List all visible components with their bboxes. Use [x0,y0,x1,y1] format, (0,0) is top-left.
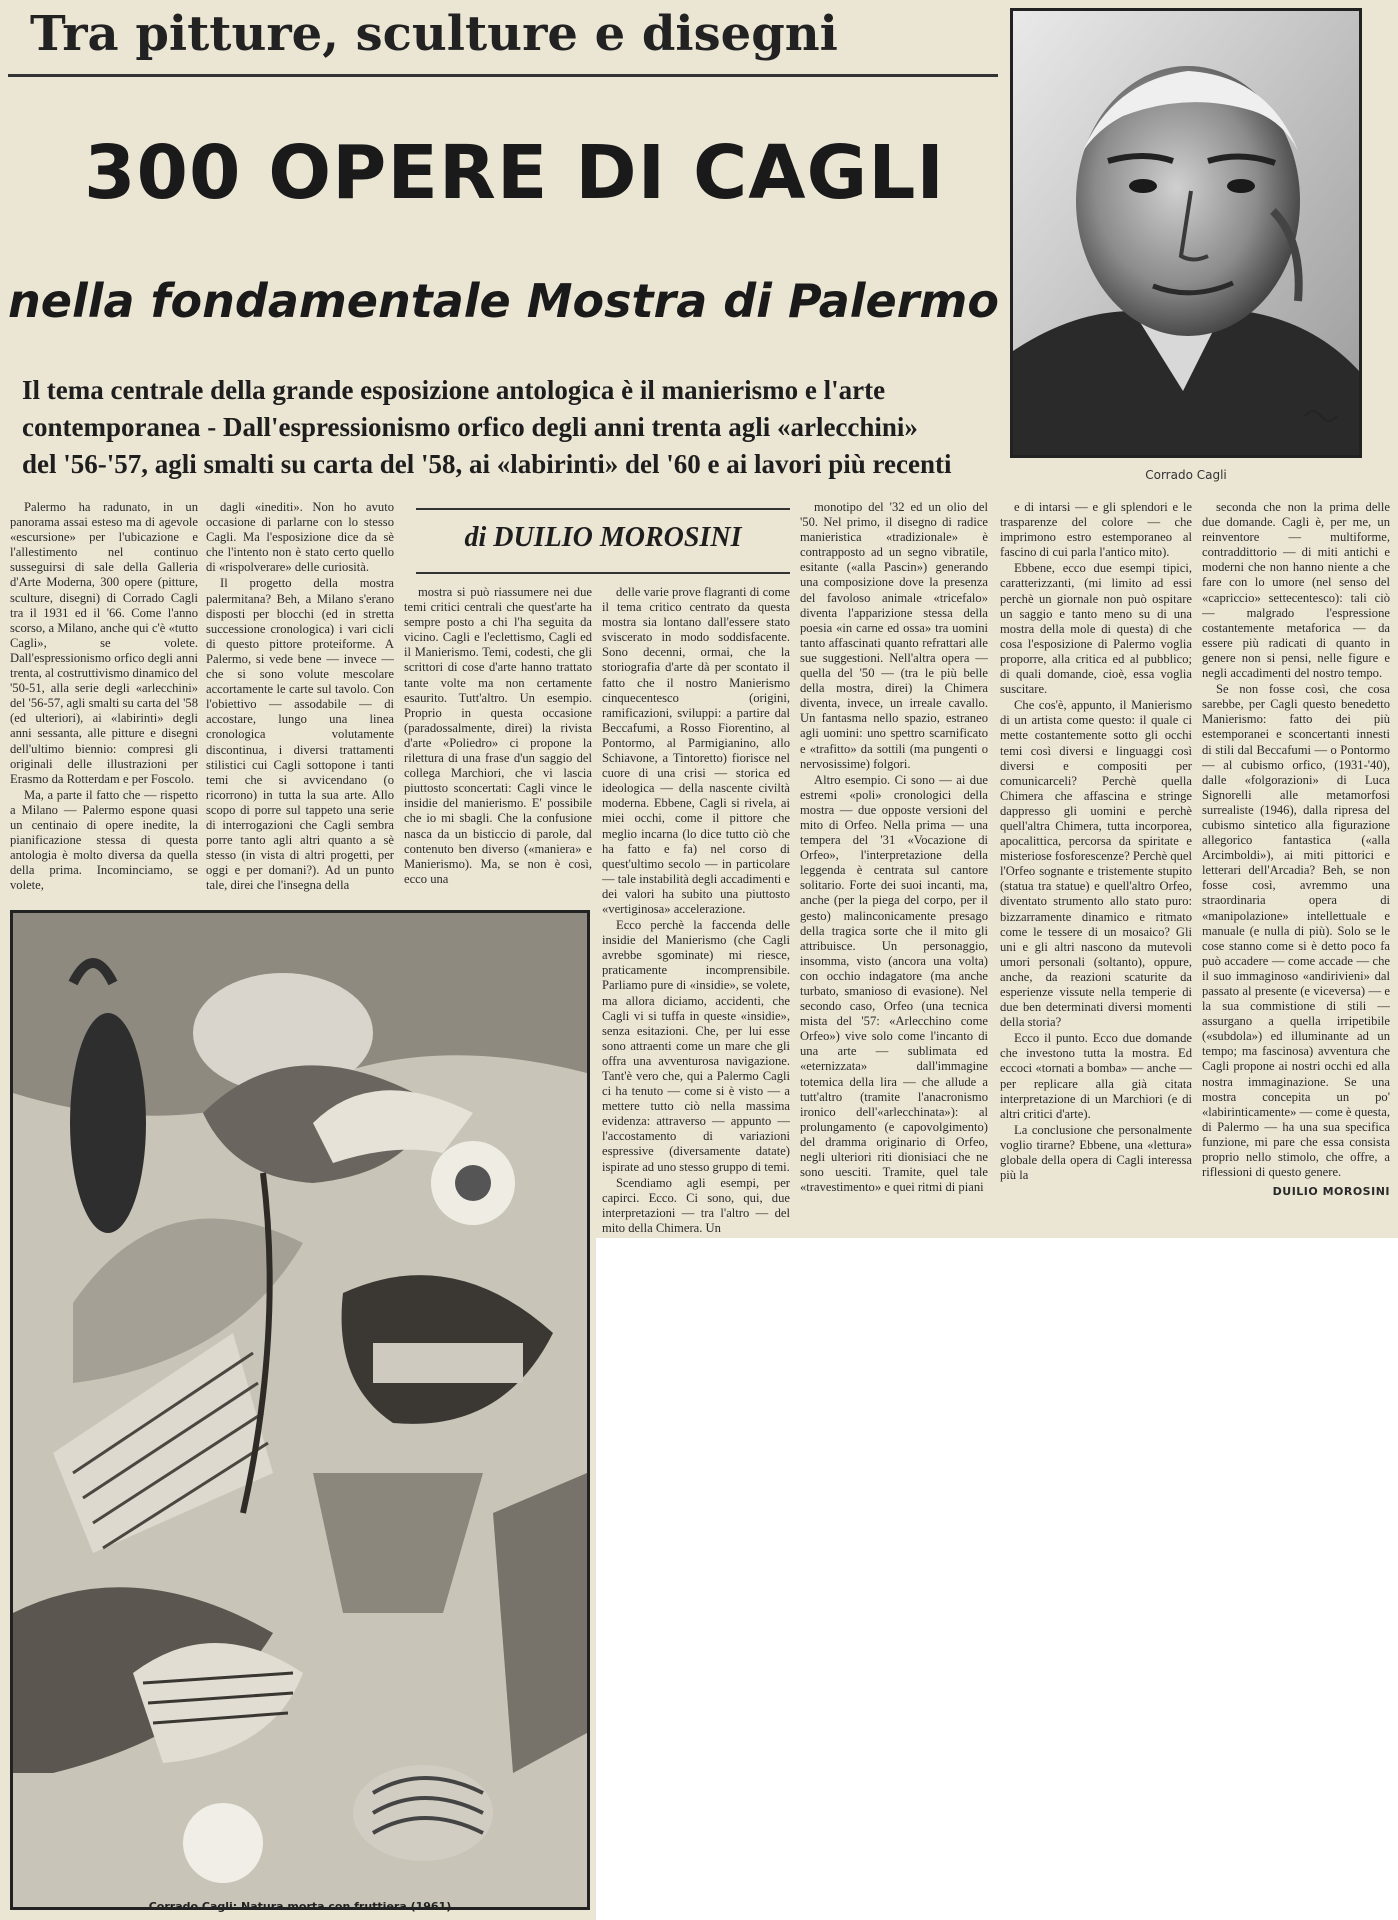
paragraph: mostra si può riassumere nei due temi critici centrali che quest'arte ha sempre posto a chi l'ha seguita da vicino. Cagli e l'eclettismo, Cagli ed il Manierismo. Temi, codesti, che gli scrittori di cose d'arte hanno trattato tante volte ma non certamente esaurito. Tutt'altro. Un esempio. Proprio in questa occasione (paradossalmente, direi) la rivista d'arte «Poliedro» ci propone la rilettura di una frase d'un saggio del collega Marchiori, che vi lascia piuttosto sconcertati: Cagli vince le insidie del manierismo. E' possibile che io mi sbagli. Che la confusione nasca da un bisticcio di parole, dal contenuto ben diverso («maniera» e Manierismo). Ma, se non è così, ecco una [404,585,592,886]
paragraph: dagli «inediti». Non ho avuto occasione di parlarne con lo stesso Cagli. Ma l'esposizione dice da sè che l'intento non è stato certo quello di «rispolverare» delle curiosità. [206,500,394,575]
deck-line: contemporanea - Dall'espressionismo orfico degli anni trenta agli «arlecchini» [22,412,918,442]
deck-line: Il tema centrale della grande esposizione antologica è il manierismo e l'arte [22,375,886,405]
paragraph: Altro esempio. Ci sono — ai due estremi «poli» cronologici della mostra — due opposte versioni del mito di Orfeo. Nella prima — una tempera del '31 «Vocazione di Orfeo», l'interpretazione della leggenda è centrata sul cantore solitario. Forte dei suoi incanti, ma, anche (per la piega del corpo, per il gesto) malinconicamente presago della tragica sorte che il mito gli attribuisce. Un personaggio, insomma, visto (ancora una volta) con occhio indagatore (ma anche turbato, smanioso di evasione). Nel secondo caso, Orfeo (una tecnica mista del '57: «Arlecchino come Orfeo») vive solo come l'incanto di una arte — sublimata ed «eternizzata» dall'immagine totemica della lira — che allude a tutt'altro (tramite l'anacronismo ironico dell'«arlecchinata»): al prolungamento (e capovolgimento) del dramma originario di Orfeo, negli ulteriori riti dionisiaci che ne sono uesciti. Tramite, quel tale «travestimento» e quei ritmi di piani [800,772,988,1195]
kicker-rule [8,74,998,77]
artwork-caption: Corrado Cagli: Natura morta con fruttiera (1961) [148,1900,452,1913]
byline-rule-bottom [416,572,790,574]
paragraph: Il progetto della mostra palermitana? Beh, a Milano s'erano disposti per blocchi (ed in stretta successione cronologica) i vari cicli di questo pittore proteiforme. A Palermo, si vede bene — invece — che si sono volute mescolare accortamente le carte sul tavolo. Con l'obiettivo — assodabile — di accostare, lungo una linea cronologica volutamente discontinua, i diversi trattamenti stilistici cui Cagli sottopone i tanti temi che si avvicendano (o ricorrono) in tutta la sua arte. Allo scopo di porre sul tappeto una serie di interrogazioni che Cagli sembra porre tanto agli altri quanto a sè stesso (in vista di altri progetti, per oggi e per domani?). Ad un punto tale, direi che l'insegna della [206,576,394,893]
headline: 300 OPERE DI CAGLI [84,130,945,216]
byline: di DUILIO MOROSINI [464,522,742,553]
column-6 [1000,500,1192,1235]
paragraph: Palermo ha radunato, in un panorama assai esteso ma di agevole «escursione» per l'ubicazione e l'allestimento nel continuo susseguirsi di sale della Galleria d'Arte Moderna, 300 opere (pitture, sculture, disegni) di Corrado Cagli tra il 1931 ed il '66. Come l'anno scorso, a Milano, anche qui c'è «tutto Cagli», se volete. Dall'espressionismo orfico degli anni trenta, al costruttivismo dinamico del '50-51, alla serie degli «arlecchini» del '56-57, agli smalti su carta del '58 (ed ulteriori), ai «labirinti» degli anni sessanta, alle pitture e disegni dell'ultimo biennio: compresi gli originali delle illustrazioni per Erasmo da Rotterdam e per Foscolo. [10,500,198,786]
portrait-caption: Corrado Cagli [1145,468,1227,482]
paragraph: Scendiamo agli esempi, per capirci. Ecco. Ci sono, qui, due interpretazioni — tra l'altro — del mito della Chimera. Un [602,1175,790,1235]
column-1 [10,500,198,908]
column-3 [404,585,592,908]
portrait-photo [1010,8,1362,458]
portrait-image [1013,11,1359,455]
byline-block [416,508,790,578]
column-7 [1202,500,1390,1235]
subhead: nella fondamentale Mostra di Palermo [8,274,999,328]
paragraph: monotipo del '32 ed un olio del '50. Nel primo, il disegno di radice manieristica «tradizionale» è contrapposto ad un segno vibratile, esitante («alla Pascin») generando una composizione dove la presenza del favoloso animale «tricefalo» diventa l'apparizione stessa della poesia «in carne ed ossa» tra uomini tanto affascinati quanto refrattari alle sue suggestioni. Nell'altra opera — quella del '50 — (tra le più belle della mostra, direi) la Chimera diventa, invece, un irreale cavallo. Un fantasma nello spazio, estraneo agli uomini: uno spettro scarnificato e «trafitto» da sottili (ma pungenti o nervosissime) folgori. [800,500,988,771]
byline-rule-top [416,508,790,510]
column-5 [800,500,988,1235]
column-4 [602,585,790,1235]
kicker: Tra pitture, sculture e disegni [30,6,838,62]
artwork-reproduction [10,910,590,1910]
paragraph: delle varie prove flagranti di come il tema critico centrato da questa mostra sia lontano dall'essere stato sviscerato in modo soddisfacente. Sono decenni, ormai, che la storiografia d'arte dà per scontato il fatto che il nostro Manierismo cinquecentesco (origini, ramificazioni, sviluppi: a partire dal Beccafumi, a Rosso Fiorentino, al Pontormo, al Parmigianino, allo Schiavone, a Tintoretto) fiorisce nel cuore di una crisi — storica ed ideologica — della nascente civiltà moderna. Ebbene, Cagli si rivela, ai miei occhi, come il pittore che meglio incarna (lo dice tutto ciò che ha fatto e fa) nel corso di quest'ultimo secolo — in particolare — tale instabilità degli accadimenti e dei valori ha subito una piuttosto «vertiginosa» accelerazione. [602,585,790,916]
paragraph: Se non fosse così, che cosa sarebbe, per Cagli questo benedetto Manierismo: fatto dei più estemporanei e sconcertanti innesti di stili dal Beccafumi — o Pontormo — al cubismo orfico, (1931-'40), dalle «folgorazioni» di Luca Signorelli alle metamorfosi surrealiste (1946), dalla ripresa del cubismo sintetico alla figurazione allegorico fantastica («alla Arcimboldi»), ai miti pittorici e letterari dell'Arcadia? Beh, se non fosse così, avremmo una straordinaria opera di «manipolazione» intellettuale e manuale (e nulla di più). Solo se le cose stanno come si è detto poco fa può accadere — come accade — che il suo immaginoso «andirivieni» dal passato al presente (e viceversa) — e la sua commistione di stili — assurgano a quella irripetibile («subdola») ed illuminante ad un tempo; ma fascinosa) avventura che Cagli propone ai nostri occhi ed alla nostra immaginazione. Se una mostra concepita un po' «labirinticamente» — come è questa, di Palermo — ha una sua specifica funzione, mi pare che essa consista proprio nello stimolo, che offre, a riflessioni di questo genere. [1202,682,1390,1180]
signature: DUILIO MOROSINI [1272,1185,1390,1199]
paragraph: Ecco perchè la faccenda delle insidie del Manierismo (che Cagli avrebbe sgominate) mi riesce, praticamente incomprensibile. Parliamo pure di «insidie», se volete, ma allora diciamo, accidenti, che Cagli vi si tuffa in queste «insidie», senza esitazioni. Che, per lui esse sono attraenti come un mare che gli offra una avventurosa navigazione. Tant'è vero che, qui a Palermo Cagli ci ha tenuto — come si è visto — a mettere tutto ciò nella massima evidenza: attraverso — appunto — l'accostamento di variazioni espressive (diversamente datate) ispirate ad uno stesso gruppo di temi. [602,918,790,1174]
paragraph: e di intarsi — e gli splendori e le trasparenze del colore — che imprimono estro estemporaneo al fascino di cui parla l'antico mito). [1000,500,1192,560]
deck-line: del '56-'57, agli smalti su carta del '58, ai «labirinti» del '60 e ai lavori più recenti [22,449,952,479]
paragraph: seconda che non la prima delle due domande. Cagli è, per me, un reinventore — multiforme, contraddittorio — di miti antichi e moderni che non hanno niente a che fare con lo umore (nel senso del «capriccio» settecentesco): tali ciò — malgrado l'espressione costantemente metaforica — da essere più radicati di quanto in genere non si pensi, nelle figure e negli accadimenti del nostro tempo. [1202,500,1390,681]
column-2 [206,500,394,908]
paragraph: La conclusione che personalmente voglio tirarne? Ebbene, una «lettura» globale della opera di Cagli interessa più la [1000,1122,1192,1183]
paragraph: Ebbene, ecco due esempi tipici, caratterizzanti, (mi limito ad essi perchè un giornale non può ospitare un saggio e tanto meno su di una mostra della mole di questa) di che cosa l'esposizione di Palermo voglia proporre, alla critica ed al pubblico; di quali domande, cioè, essa voglia suscitare. [1000,561,1192,697]
artwork-image [13,913,587,1907]
paragraph: Ma, a parte il fatto che — rispetto a Milano — Palermo espone quasi un centinaio di opere inedite, la pianificazione stessa di questa antologia è molto diversa da quella della prima. Incominciamo, se volete, [10,787,198,893]
paragraph: Che cos'è, appunto, il Manierismo di un artista come questo: il quale ci mette costantemente sotto gli occhi temi così diversi e linguaggi così diversi e compositi per comunicarceli? Perchè quella Chimera che affascina e stringe dappresso gli uomini e perchè quell'altra Chimera, tutta incorporea, apocalittica, percorsa da spiritate e misteriose fosforescenze? Perchè quel l'Orfeo sognante e tristemente stupito (statua tra statue) e quell'altro Orfeo, diventato strumento allo stato puro: bizzarramente dinamico e ritmato come le tessere di un mosaico? Gli uni e gli altri nascono da mutevoli umori personali (soltanto), oppure, anche, da reazioni scaturite da esperienze vissute nella temperie di due ben determinati diversi momenti della storia? [1000,698,1192,1030]
deck [22,372,1007,483]
paragraph: Ecco il punto. Ecco due domande che investono tutta la mostra. Ed eccoci «tornati a bomba» — anche — per replicare alla già citata interpretazione di un Marchiori (e di altri critici d'arte). [1000,1031,1192,1121]
